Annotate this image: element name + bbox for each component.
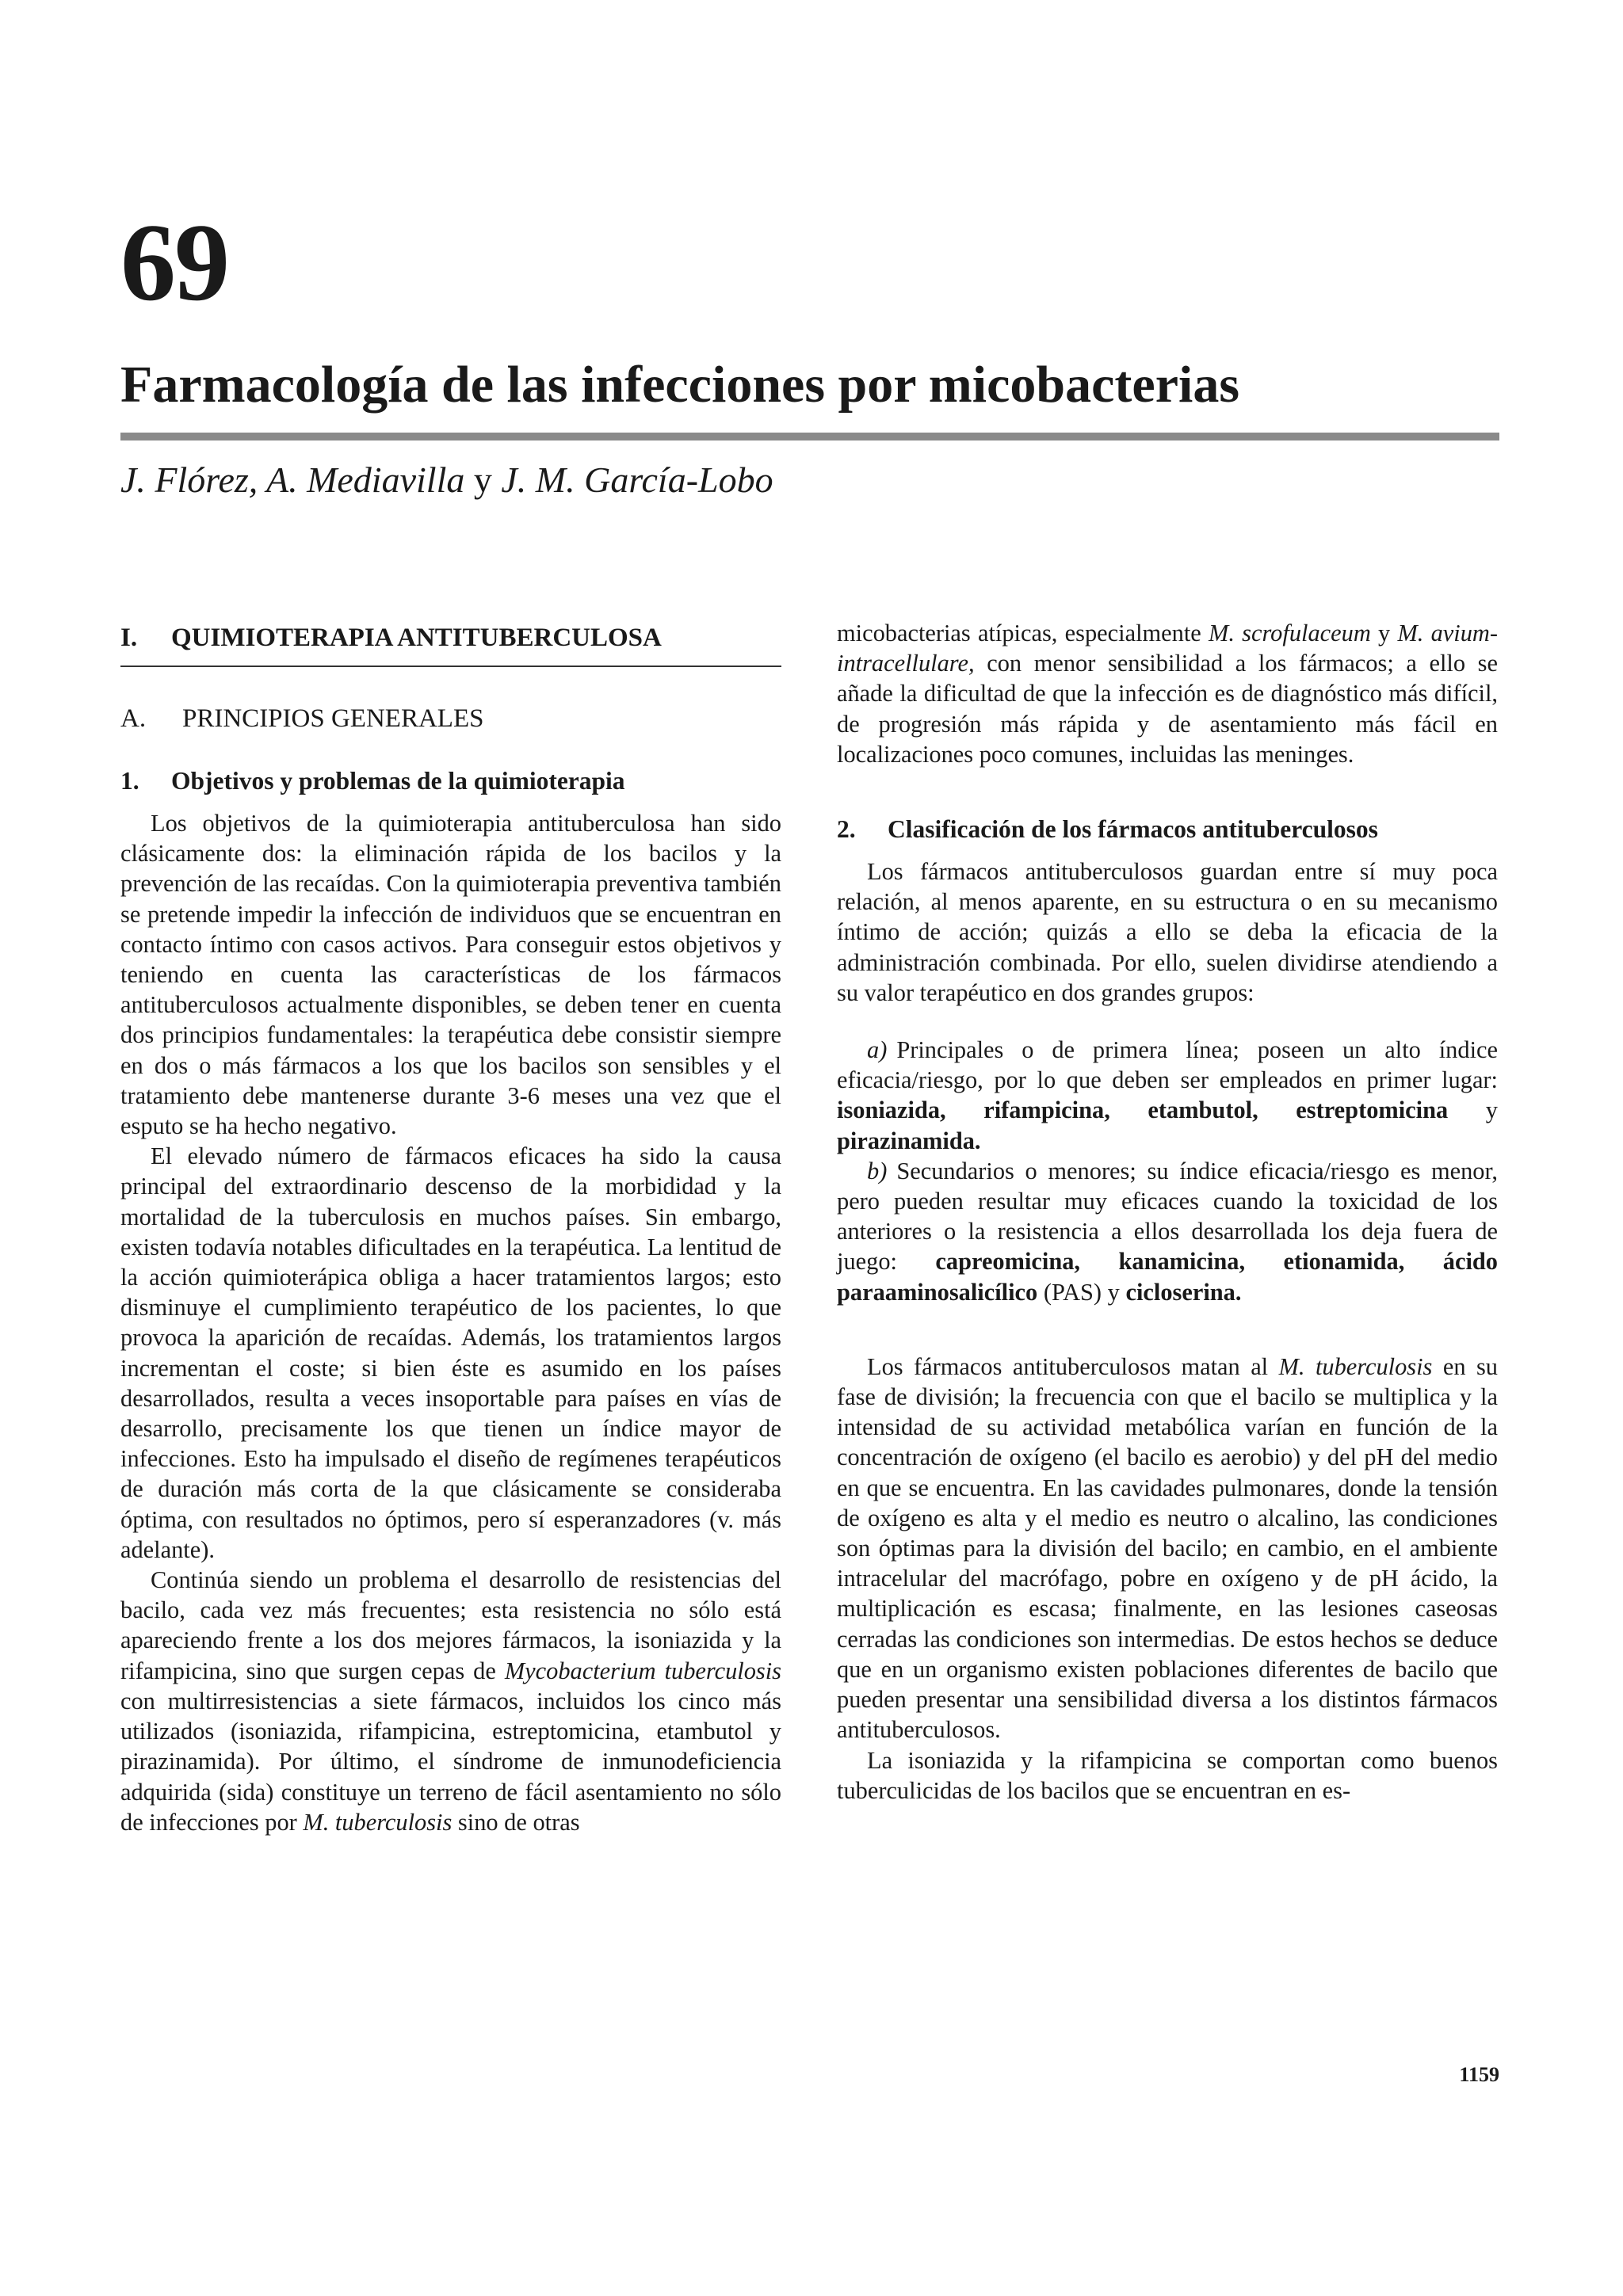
chapter-number: 69 [120, 201, 228, 324]
list-item-label: a) [867, 1036, 888, 1064]
list-item-first-line [837, 1035, 1498, 1156]
section-heading [120, 621, 781, 667]
drug-names: capreomicina, kanamicina, etionamida, ácido paraaminosalicílico [837, 1248, 1498, 1306]
chapter-title: Farmacología de las infecciones por micobacterias [120, 356, 1240, 414]
text-run: Los fármacos antituberculosos matan al [867, 1352, 1279, 1380]
paragraph-classification: Los fármacos antituberculosos guardan entre sí muy poca relación, al menos aparente, en su estructura o en su mecanismo íntimo de acción; quizás a ello se deba la eficacia de la administración combinada. Por ello, suelen dividirse atendiendo a su valor terapéutico en dos grandes grupos: [837, 858, 1498, 1006]
section-number: I. [120, 624, 138, 652]
species-name: M. tuberculosis [1278, 1352, 1433, 1380]
species-name: M. avium-intracellulare, [837, 620, 1498, 677]
text-run: Principales o de primera línea; poseen un alto índice eficacia/riesgo, por lo que deben ser empleados en primer lugar: [837, 1036, 1498, 1094]
text-run: y [1448, 1097, 1498, 1124]
list-item-label: b) [867, 1157, 888, 1184]
text-run: sino de otras [452, 1808, 580, 1836]
text-run: y [1370, 620, 1398, 646]
heading-classification-title: Clasificación de los fármacos antituberculosos [888, 815, 1378, 844]
subsection-title: PRINCIPIOS GENERALES [182, 704, 484, 733]
paragraph-isoniazid-rifampicin: La isoniazida y la rifampicina se comportan como buenos tuberculicidas de los bacilos que se encuentran en es- [837, 1746, 1498, 1804]
drug-names: pirazinamida. [837, 1127, 981, 1154]
right-column [837, 618, 1498, 1806]
left-column [120, 618, 781, 1837]
text-run: Secundarios o menores; su índice eficacia/riesgo es menor, pero pueden resultar muy eficaces cuando la toxicidad de los anteriores o la resistencia a ellos desarrollada los deja fuera de juego: [837, 1157, 1498, 1276]
page-number: 1159 [1459, 2063, 1499, 2086]
title-divider [120, 433, 1499, 441]
heading-objectives-number: 1. [120, 767, 139, 795]
authors-part2: J. M. García-Lobo [501, 460, 773, 500]
drug-names: cicloserina. [1125, 1278, 1242, 1306]
heading-objectives [120, 765, 781, 797]
text-run: micobacterias atípicas, especialmente [837, 620, 1209, 646]
text-run: (PAS) y [1037, 1278, 1126, 1306]
species-name: M. scrofulaceum [1209, 620, 1371, 646]
authors-part1: J. Flórez, A. Mediavilla [120, 460, 465, 500]
drug-names: isoniazida, rifampicina, etambutol, estreptomicina [837, 1097, 1449, 1124]
paragraph-resistance [120, 1565, 781, 1837]
species-name: Mycobacterium tuberculosis [504, 1657, 781, 1684]
section-title: QUIMIOTERAPIA ANTITUBERCULOSA [171, 624, 662, 652]
subsection-number: A. [120, 704, 147, 733]
list-item-second-line [837, 1156, 1498, 1307]
heading-classification-number: 2. [837, 815, 856, 844]
text-run: Continúa siendo un problema el desarrollo de resistencias del bacilo, cada vez más frecuentes; esta resistencia no sólo está apareciendo frente a los dos mejores fármacos, la isoniazida y la rifampicina, sino que surgen cepas de [120, 1566, 781, 1684]
text-run: con menor sensibilidad a los fármacos; a ello se añade la dificultad de que la infección es de diagnóstico más difícil, de progresión más rápida y de asentamiento más fácil en localizaciones poco comunes, incluidas las meninges. [837, 650, 1498, 768]
heading-classification [837, 814, 1498, 845]
paragraph-drug-numbers: El elevado número de fármacos eficaces ha sido la causa principal del extraordinario descenso de la morbididad y la mortalidad de la tuberculosis en muchos países. Sin embargo, existen todavía notables dificultades en la terapéutica. La lentitud de la acción quimioterápica obliga a hacer tratamientos largos; esto disminuye el cumplimiento terapéutico de los pacientes, lo que provoca la aparición de recaídas. Además, los tratamientos largos incrementan el coste; si bien éste es asumido en los países desarrollados, resulta a veces insoportable para países en vías de desarrollo, precisamente los que tienen un índice mayor de infecciones. Esto ha impulsado el diseño de regímenes terapéuticos de duración más corta de la que clásicamente se consideraba óptima, con resultados no óptimos, pero sí esperanzadores (v. más adelante). [120, 1142, 781, 1563]
text-run: con multirresistencias a siete fármacos, incluidos los cinco más utilizados (isoniazida, rifampicina, estreptomicina, etambutol y pirazinamida). Por último, el síndrome de inmunodeficiencia adquirida (sida) constituye un terreno de fácil asentamiento no sólo de infecciones por [120, 1687, 781, 1836]
subsection-heading [120, 702, 781, 735]
text-run: en su fase de división; la frecuencia con que el bacilo se multiplica y la intensidad de su actividad metabólica varían en función de la concentración de oxígeno (el bacilo es aerobio) y del pH del medio en que se encuentra. En las cavidades pulmonares, donde la tensión de oxígeno es alta y el medio es neutro o alcalino, las condiciones son óptimas para la división del bacilo; en cambio, en el ambiente intracelular del macrófago, pobre en oxígeno y de pH ácido, la multiplicación es escasa; finalmente, en las lesiones caseosas cerradas las condiciones son intermedias. De estos hechos se deduce que en un organismo existen poblaciones diferentes de bacilo que pueden presentar una sensibilidad diversa a los distintos fármacos antituberculosos. [837, 1352, 1498, 1744]
heading-objectives-title: Objetivos y problemas de la quimioterapia [171, 767, 625, 795]
species-name: M. tuberculosis [303, 1808, 453, 1836]
paragraph-atypical-mycobacteria [837, 618, 1498, 769]
chapter-authors [120, 458, 773, 502]
paragraph-objectives: Los objetivos de la quimioterapia antituberculosa han sido clásicamente dos: la eliminación rápida de los bacilos y la prevención de las recaídas. Con la quimioterapia preventiva también se pretende impedir la infección de individuos que se encuentran en contacto íntimo con casos activos. Para conseguir estos objetivos y teniendo en cuenta las características de los fármacos antituberculosos actualmente disponibles, se deben tener en cuenta dos principios fundamentales: la terapéutica debe consistir siempre en dos o más fármacos a los que los bacilos son sensibles y el tratamiento debe mantenerse durante 3-6 meses una vez que el esputo se ha hecho negativo. [120, 810, 781, 1140]
paragraph-mechanism [837, 1352, 1498, 1745]
authors-conjunction: y [464, 460, 502, 500]
